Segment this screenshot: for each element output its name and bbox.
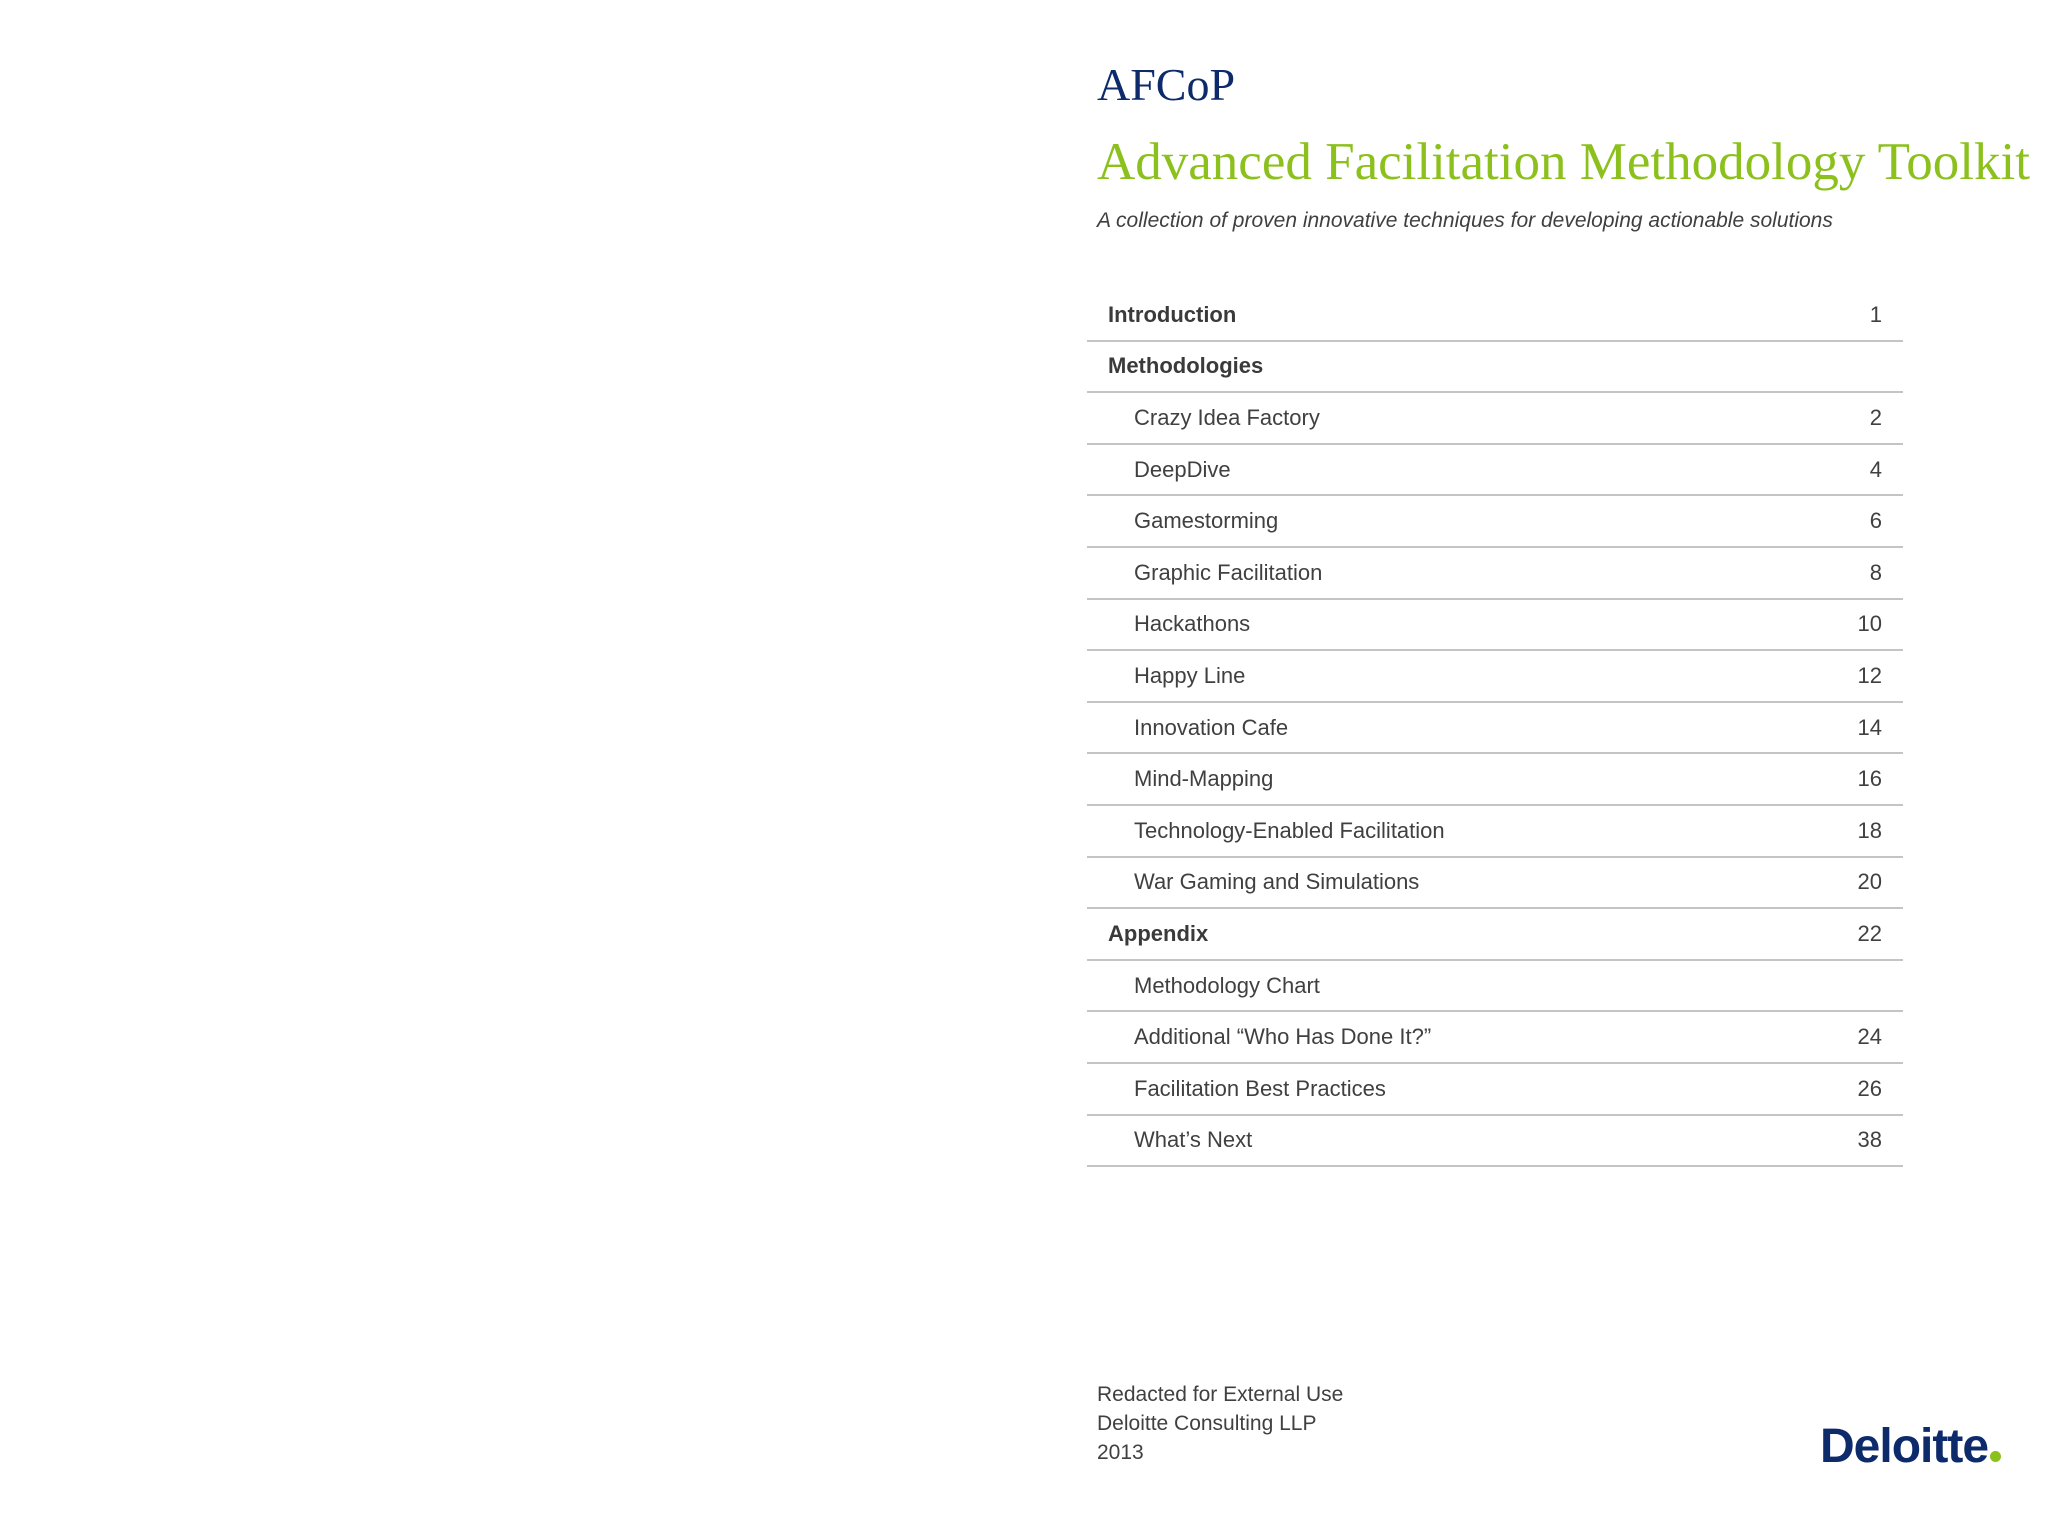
toc-entry[interactable] bbox=[1087, 342, 1903, 394]
toc-entry-page: 18 bbox=[1857, 817, 1882, 843]
toc-entry-page: 1 bbox=[1869, 301, 1882, 327]
toc-entry-page: 24 bbox=[1857, 1024, 1882, 1050]
toc-entry[interactable] bbox=[1087, 393, 1903, 445]
toc-entry[interactable] bbox=[1087, 290, 1903, 342]
toc-entry-label: Appendix bbox=[1108, 920, 1209, 946]
table-of-contents bbox=[1087, 290, 1903, 1167]
toc-entry-label: Graphic Facilitation bbox=[1134, 559, 1323, 585]
toc-entry-label: Gamestorming bbox=[1134, 508, 1279, 534]
toc-entry-label: Happy Line bbox=[1134, 662, 1246, 688]
toc-entry-page: 10 bbox=[1857, 611, 1882, 637]
footer-redaction-note: Redacted for External Use bbox=[1097, 1383, 1344, 1406]
toc-entry-page: 12 bbox=[1857, 662, 1882, 688]
toc-entry-page: 4 bbox=[1869, 456, 1882, 482]
toc-entry-label: War Gaming and Simulations bbox=[1134, 869, 1420, 895]
toc-entry-label: Hackathons bbox=[1134, 611, 1251, 637]
toc-entry-label: What’s Next bbox=[1134, 1127, 1253, 1153]
toc-entry-page: 38 bbox=[1857, 1127, 1882, 1153]
toc-entry[interactable] bbox=[1087, 858, 1903, 910]
toc-entry-page: 14 bbox=[1857, 714, 1882, 740]
toc-entry-page: 2 bbox=[1869, 404, 1882, 430]
toc-entry[interactable] bbox=[1087, 1064, 1903, 1116]
toc-entry[interactable] bbox=[1087, 1012, 1903, 1064]
logo-dot-icon bbox=[1990, 1451, 2001, 1462]
toc-entry[interactable] bbox=[1087, 754, 1903, 806]
toc-entry[interactable] bbox=[1087, 445, 1903, 497]
toc-entry-label: Mind-Mapping bbox=[1134, 766, 1274, 792]
toc-entry-label: Facilitation Best Practices bbox=[1134, 1075, 1386, 1101]
document-title: Advanced Facilitation Methodology Toolkit bbox=[1097, 133, 2030, 191]
toc-entry[interactable] bbox=[1087, 909, 1903, 961]
footer bbox=[1097, 1380, 1343, 1467]
toc-entry[interactable] bbox=[1087, 496, 1903, 548]
toc-entry-page: 16 bbox=[1857, 766, 1882, 792]
footer-year: 2013 bbox=[1097, 1441, 1144, 1464]
toc-entry[interactable] bbox=[1087, 703, 1903, 755]
toc-entry[interactable] bbox=[1087, 961, 1903, 1013]
toc-entry-label: Technology-Enabled Facilitation bbox=[1134, 817, 1445, 843]
toc-entry-page: 26 bbox=[1857, 1075, 1882, 1101]
deloitte-logo-text: Deloitte bbox=[1820, 1420, 1989, 1473]
toc-entry-label: DeepDive bbox=[1134, 456, 1231, 482]
toc-entry[interactable] bbox=[1087, 651, 1903, 703]
toc-entry[interactable] bbox=[1087, 548, 1903, 600]
toc-entry-label: Innovation Cafe bbox=[1134, 714, 1289, 740]
toc-entry-label: Methodology Chart bbox=[1134, 972, 1320, 998]
toc-entry-label: Introduction bbox=[1108, 301, 1237, 327]
footer-company: Deloitte Consulting LLP bbox=[1097, 1412, 1317, 1435]
toc-entry[interactable] bbox=[1087, 600, 1903, 652]
toc-entry-page: 6 bbox=[1869, 508, 1882, 534]
document-subtitle: A collection of proven innovative techniques for developing actionable solutions bbox=[1097, 209, 1833, 232]
toc-entry[interactable] bbox=[1087, 1116, 1903, 1168]
org-name: AFCoP bbox=[1097, 59, 1236, 110]
toc-entry-label: Crazy Idea Factory bbox=[1134, 404, 1320, 430]
toc-entry-page: 22 bbox=[1857, 920, 1882, 946]
toc-entry-label: Methodologies bbox=[1108, 353, 1264, 379]
toc-entry-label: Additional “Who Has Done It?” bbox=[1134, 1024, 1432, 1050]
toc-entry-page: 8 bbox=[1869, 559, 1882, 585]
deloitte-logo bbox=[1820, 1420, 2001, 1473]
toc-entry-page: 20 bbox=[1857, 869, 1882, 895]
toc-entry[interactable] bbox=[1087, 806, 1903, 858]
